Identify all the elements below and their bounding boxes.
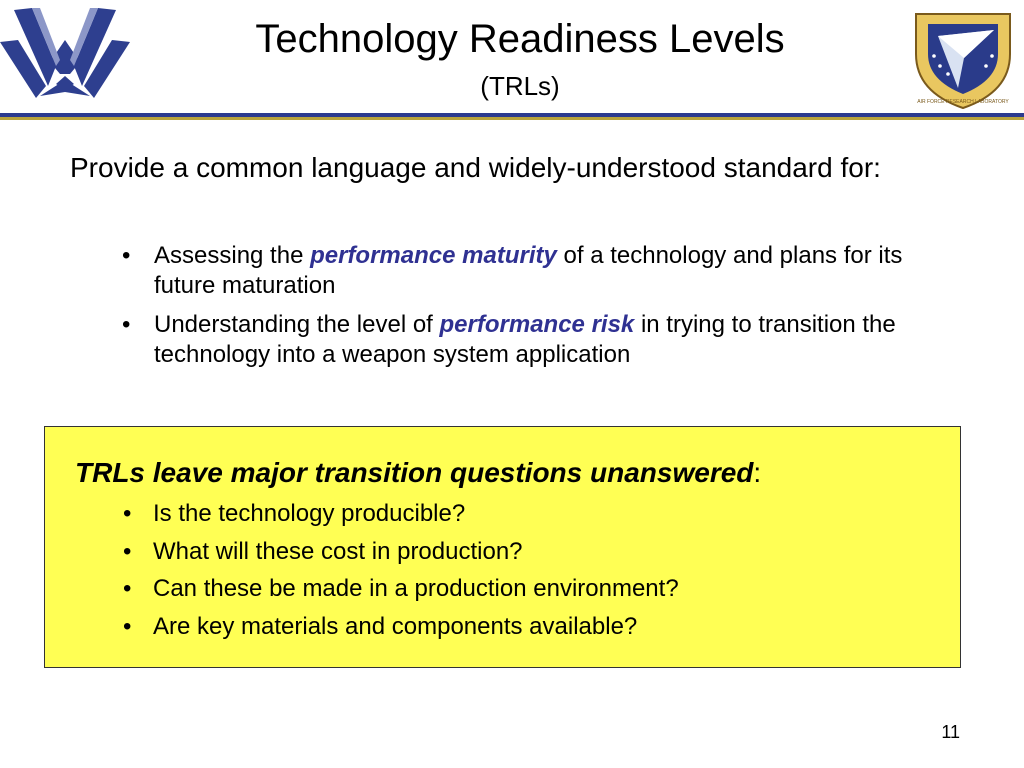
header-accent-rule bbox=[0, 117, 1024, 120]
question-text: Is the technology producible? bbox=[153, 500, 466, 527]
question-text: Can these be made in a production environment? bbox=[153, 575, 679, 602]
question-list bbox=[123, 499, 943, 649]
list-item bbox=[123, 612, 943, 642]
bullet-text: in trying to transition the technology into a weapon system application bbox=[154, 311, 896, 368]
callout-heading bbox=[75, 455, 761, 491]
callout-heading-text: TRLs leave major transition questions unanswered bbox=[75, 457, 754, 488]
callout-box bbox=[44, 426, 961, 668]
bullet-icon: • bbox=[123, 500, 132, 527]
question-text: Are key materials and components available? bbox=[153, 612, 638, 640]
question-text: What will these cost in production? bbox=[153, 537, 523, 565]
emphasis-text: performance maturity bbox=[310, 242, 557, 269]
bullet-text: Understanding the level of bbox=[154, 311, 440, 338]
purpose-list bbox=[122, 241, 912, 379]
page-title: Technology Readiness Levels bbox=[255, 17, 785, 61]
afrl-emblem-text: AIR FORCE RESEARCH LABORATORY bbox=[917, 99, 1009, 105]
intro-text: Provide a common language and widely-understood standard for: bbox=[70, 152, 881, 183]
callout-heading-suffix: : bbox=[753, 457, 762, 488]
bullet-text: Assessing the bbox=[154, 242, 311, 269]
afrl-shield-emblem-icon bbox=[908, 0, 1018, 112]
list-item bbox=[123, 537, 943, 567]
list-item bbox=[123, 574, 943, 604]
air-force-wings-icon bbox=[0, 0, 130, 112]
bullet-icon: • bbox=[122, 242, 131, 269]
emphasis-text: performance risk bbox=[439, 311, 635, 338]
bullet-text: of a technology and plans for its future maturation bbox=[154, 242, 903, 299]
bullet-icon: • bbox=[123, 575, 132, 602]
bullet-icon: • bbox=[122, 311, 131, 338]
page-subtitle: (TRLs) bbox=[480, 71, 560, 101]
list-item bbox=[122, 310, 912, 370]
page-number: 11 bbox=[941, 722, 960, 742]
bullet-icon: • bbox=[123, 612, 132, 640]
list-item bbox=[123, 499, 943, 529]
bullet-icon: • bbox=[123, 537, 132, 565]
list-item bbox=[122, 241, 912, 301]
